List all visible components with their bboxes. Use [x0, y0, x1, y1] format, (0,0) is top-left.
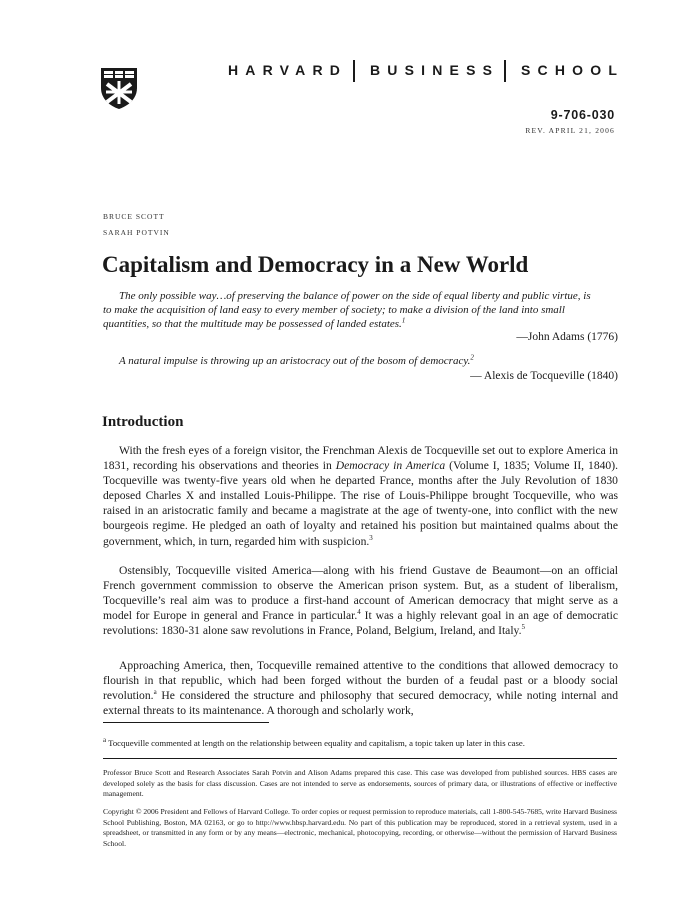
- text-line: a bloody social revolution.: [103, 674, 618, 703]
- text-line: Volume II, 1840). Tocqueville was twenty-five years old when he departed France, months after the: [103, 459, 618, 488]
- footnote-marker: 3: [369, 533, 373, 542]
- book-title: Democracy in America: [335, 459, 446, 473]
- text-line: July Revolution of 1830 deposed Charles X and installed Louis-Philippe. The rise of Louis-Philippe: [103, 474, 618, 503]
- text-line: might serve as a model for Europe in general and France in particular.: [103, 594, 618, 623]
- text-line: With the fresh eyes of a foreign visitor, the Frenchman Alexis de Tocqueville set out to explore: [119, 444, 564, 457]
- masthead-divider: [504, 60, 506, 82]
- case-number: 9-706-030: [550, 108, 615, 122]
- text-line: suspicion.: [322, 534, 370, 548]
- masthead-word-business: BUSINESS: [370, 62, 500, 78]
- text-line: in an age of democratic revolutions: 1830-31 alone saw revolutions in France, Poland, Belgium,: [103, 609, 619, 638]
- text-line: Ostensibly, Tocqueville visited America—along with his friend Gustave de Beaumont—on an: [119, 564, 580, 577]
- text-line: his position but maintained qualms about the government, which, in turn, regarded him with: [103, 519, 618, 548]
- footnote-marker: 2: [470, 353, 474, 362]
- footnote-marker: 5: [521, 623, 525, 632]
- text-line: official French government commission to observe the American prison system. But, as a student of: [103, 564, 618, 593]
- body-paragraph: [103, 563, 618, 638]
- text-line: Ireland, and Italy.: [439, 624, 522, 638]
- text-line: Approaching America, then, Tocqueville remained attentive to the conditions that allowed: [119, 659, 550, 672]
- footnote-marker: a: [153, 688, 157, 697]
- footnote-marker: 1: [401, 315, 406, 324]
- footnote-marker: a: [103, 736, 107, 745]
- masthead-divider: [353, 60, 355, 82]
- epigraph-line: [103, 315, 618, 332]
- text-line: (Volume I, 1835;: [445, 459, 530, 473]
- text-line: He considered the structure and philosophy that secured democracy,: [156, 689, 492, 703]
- body-paragraph: [103, 658, 618, 718]
- page-title: Capitalism and Democracy in a New World: [102, 252, 529, 277]
- masthead-word-harvard: HARVARD: [228, 62, 348, 78]
- text-line: It was a highly relevant goal: [360, 609, 502, 623]
- author-name: SARAH POTVIN: [103, 228, 170, 237]
- epigraph-attribution: —John Adams (1776): [516, 331, 618, 343]
- author-name: BRUCE SCOTT: [103, 212, 165, 221]
- epigraph-quote: [103, 355, 618, 369]
- text-line: twenty-one, into conflict with the new bourgeois regime. He pledged an oath of loyalty and retained: [103, 504, 618, 533]
- footnote-marker: 4: [357, 608, 361, 617]
- text-line: democracy to flourish in that republic, which had been forged without the burden of a feudal past or: [103, 659, 618, 688]
- harvard-business-school-masthead: [228, 62, 625, 82]
- footer-divider: [103, 758, 617, 759]
- text-line: America in 1831, recording his observations and theories in: [103, 444, 618, 473]
- epigraph-line-text: A natural impulse is throwing up an aristocracy out of the bosom of democracy.: [119, 355, 471, 367]
- footnote-divider: [103, 722, 269, 723]
- epigraph-quote: [103, 290, 618, 331]
- body-paragraph: [103, 443, 618, 549]
- harvard-shield-logo: [100, 66, 138, 110]
- epigraph-attribution: — Alexis de Tocqueville (1840): [470, 370, 618, 382]
- epigraph-line: to make the acquisition of land easy to every member of society; to make a division of the land into small: [103, 303, 565, 316]
- epigraph-line: [103, 355, 618, 369]
- copyright-notice: Copyright © 2006 President and Fellows of Harvard College. To order copies or request permission to reproduce materials, call 1-800-545-7685, write Harvard Business School Publishing, Boston, MA 02163, or go to http://www.hbsp.harvard.edu. No part of this publication may be reproduced, stored in a retrieval system, used in a spreadsheet, or transmitted in any form or by any means—electronic, mechanical, photocopying, recording, or otherwise—without the permission of Harvard Business School.: [103, 807, 617, 848]
- section-heading: Introduction: [102, 414, 184, 430]
- footnote: [103, 738, 623, 749]
- epigraph-line: The only possible way…of preserving the balance of power on the side of equal liberty and public virtue, is: [119, 290, 591, 302]
- text-line: liberalism, Tocqueville’s real aim was to produce a first-hand account of American democracy that: [103, 579, 618, 608]
- text-line: brought Tocqueville, who was raised in an aristocratic family and became a magistrate at the age of: [103, 489, 618, 518]
- masthead-word-school: SCHOOL: [521, 62, 625, 78]
- footnote-text: Tocqueville commented at length on the relationship between equality and capitalism, a topic taken up later in this case.: [106, 738, 525, 748]
- revision-date: REV. APRIL 21, 2006: [525, 126, 615, 135]
- text-line: while noting internal and external threats to its maintenance. A thorough and scholarly work,: [103, 689, 619, 718]
- epigraph-line-text: quantities, so that the multitude may be possessed of landed estates.: [103, 317, 402, 330]
- case-disclaimer: Professor Bruce Scott and Research Associates Sarah Potvin and Alison Adams prepared this case. This case was developed from published sources. HBS cases are developed solely as the basis for class discussion. Cases are not intended to serve as endorsements, sources of primary data, or illustrations of effective or ineffective management.: [103, 768, 617, 799]
